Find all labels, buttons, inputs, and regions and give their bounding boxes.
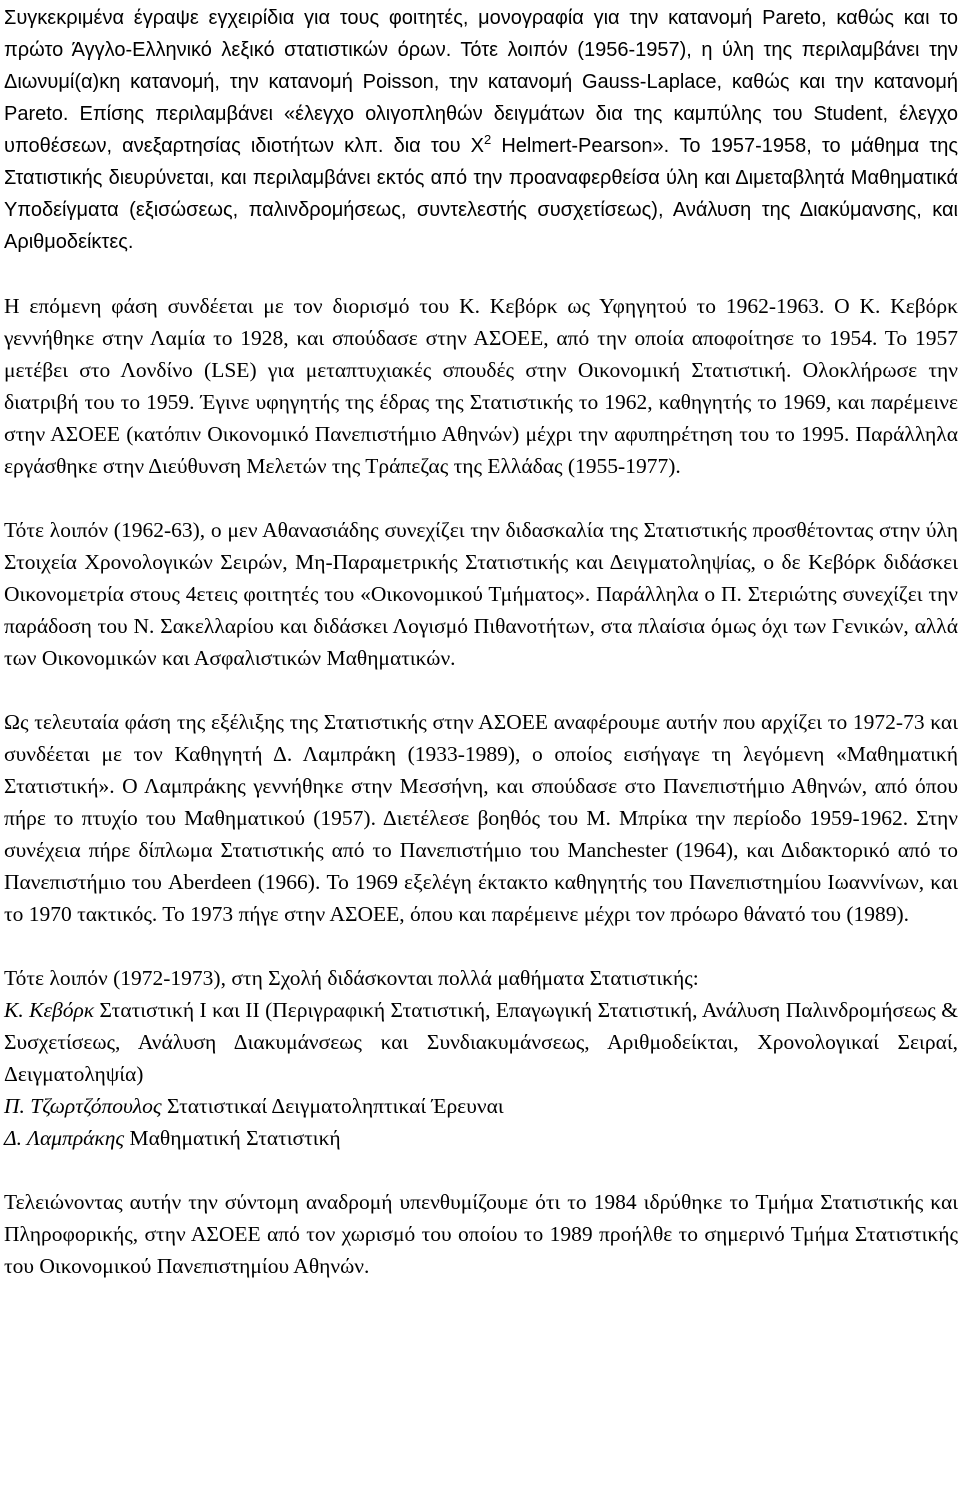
course-subjects: Στατιστικαί Δειγματοληπτικαί Έρευναι <box>161 1094 504 1118</box>
course-teacher: Κ. Κεβόρκ <box>4 998 95 1022</box>
course-entry <box>4 994 958 1090</box>
paragraph-1962-63: Τότε λοιπόν (1962-63), ο μεν Αθανασιάδης συνεχίζει την διδασκαλία της Στατιστικής προσθέτοντας στην ύλη Στοιχεία Χρονολογικών Σειρών, Μη-Παραμετρικής Στατιστικής και Δειγματοληψίας, ο δε Κεβόρκ διδάσκει Οικονομετρία στους 4ετεις φοιτητές του «Οικονομικού Τμήματος». Παράλληλα ο Π. Στεριώτης συνεχίζει την παράδοση του Ν. Σακελλαρίου και διδάσκει Λογισμό Πιθανοτήτων, στα πλαίσια όμως όχι των Γενικών, αλλά των Οικονομικών και Ασφαλιστικών Μαθηματικών. <box>4 518 958 670</box>
paragraph-gap <box>4 930 958 962</box>
paragraph-conclusion: Τελειώνοντας αυτήν την σύντομη αναδρομή υπενθυμίζουμε ότι το 1984 ιδρύθηκε το Τμήμα Στατιστικής και Πληροφορικής, στην ΑΣΟΕΕ από τον χωρισμό του οποίου το 1989 προήλθε το σημερινό Τμήμα Στατιστικής του Οικονομικού Πανεπιστημίου Αθηνών. <box>4 1190 958 1278</box>
course-entry <box>4 1090 958 1122</box>
paragraph-gap <box>4 674 958 706</box>
course-teacher: Π. Τζωρτζόπουλος <box>4 1094 162 1118</box>
paragraph-lamprakis: Ως τελευταία φάση της εξέλιξης της Στατιστικής στην ΑΣΟΕΕ αναφέρουμε αυτήν που αρχίζει το 1972-73 και συνδέεται με τον Καθηγητή Δ. Λαμπράκη (1933-1989), ο οποίος εισήγαγε τη λεγόμενη «Μαθηματική Στατιστική». Ο Λαμπράκης γεννήθηκε στην Μεσσήνη, και σπούδασε στο Πανεπιστήμιο Αθηνών, από όπου πήρε το πτυχίο του Μαθηματικού (1957). Διετέλεσε βοηθός του Μ. Μπρίκα την περίοδο 1959-1962. Στην συνέχεια πήρε δίπλωμα Στατιστικής από το Πανεπιστήμιο του Manchester (1964), και Διδακτορικό από το Πανεπιστήμιο του Aberdeen (1966). Το 1969 εξελέγη έκτακτο καθηγητής του Πανεπιστημίου Ιωαννίνων, και το 1970 τακτικός. Το 1973 πήγε στην ΑΣΟΕΕ, όπου και παρέμεινε μέχρι τον πρόωρο θάνατό του (1989). <box>4 710 958 926</box>
course-teacher: Δ. Λαμπράκης <box>4 1126 125 1150</box>
paragraph-courses-intro: Τότε λοιπόν (1972-1973), στη Σχολή διδάσκονται πολλά μαθήματα Στατιστικής: <box>4 966 699 990</box>
paragraph-gap <box>4 1154 958 1186</box>
chi-square-superscript: 2 <box>484 132 492 147</box>
paragraph-text: Helmert-Pearson». Το 1957-1958, το μάθημα της Στατιστικής διευρύνεται, και περιλαμβάνει εκτός από την προαναφερθείσα ύλη και Διμεταβλητά Μαθηματικά Υποδείγματα (εξισώσεως, παλινδρομήσεως, συντελεστής συσχετίσεως), Ανάλυση της Διακύμανσης, και Αριθμοδείκτες. <box>4 135 958 253</box>
paragraph-text: Συγκεκριμένα έγραψε εγχειρίδια για τους φοιτητές, μονογραφία για την κατανομή Pareto, καθώς και το πρώτο Άγγλο-Ελληνικό λεξικό στατιστικών όρων. Τότε λοιπόν (1956-1957), η ύλη της περιλαμβάνει την Διωνυμί(α)κη κατανομή, την κατανομή Poisson, την κατανομή Gauss-Laplace, καθώς και την κατανομή Pareto. Επίσης περιλαμβάνει «έλεγχο ολιγοπληθών δειγμάτων δια της καμπύλης του Student, έλεγχο υποθέσεων, ανεξαρτησίας ιδιοτήτων κλπ. δια του Χ <box>4 7 958 157</box>
paragraph-curriculum-1956 <box>4 2 958 258</box>
course-subjects: Μαθηματική Στατιστική <box>124 1126 341 1150</box>
paragraph-gap <box>4 482 958 514</box>
paragraph-kevork: Η επόμενη φάση συνδέεται με τον διορισμό του Κ. Κεβόρκ ως Υφηγητού το 1962-1963. Ο Κ. Κεβόρκ γεννήθηκε στην Λαμία το 1928, και σπούδασε στην ΑΣΟΕΕ, από την οποία αποφοίτησε το 1954. Το 1957 μετέβει στο Λονδίνο (LSE) για μεταπτυχιακές σπουδές στην Οικονομική Στατιστική. Ολοκλήρωσε την διατριβή του το 1959. Έγινε υφηγητής της έδρας της Στατιστικής το 1962, καθηγητής το 1969, και παρέμεινε στην ΑΣΟΕΕ (κατόπιν Οικονομικό Πανεπιστήμιο Αθηνών) μέχρι την αφυπηρέτηση του το 1995. Παράλληλα εργάσθηκε στην Διεύθυνση Μελετών της Τράπεζας της Ελλάδας (1955-1977). <box>4 294 958 478</box>
course-subjects: Στατιστική Ι και ΙΙ (Περιγραφική Στατιστική, Επαγωγική Στατιστική, Ανάλυση Παλινδρομήσεως & Συσχετίσεως, Ανάλυση Διακυμάνσεως και Συνδιακυμάνσεως, Αριθμοδείκται, Χρονολογικαί Σειραί, Δειγματοληψία) <box>4 998 959 1086</box>
paragraph-gap <box>4 258 958 290</box>
course-entry <box>4 1122 958 1154</box>
